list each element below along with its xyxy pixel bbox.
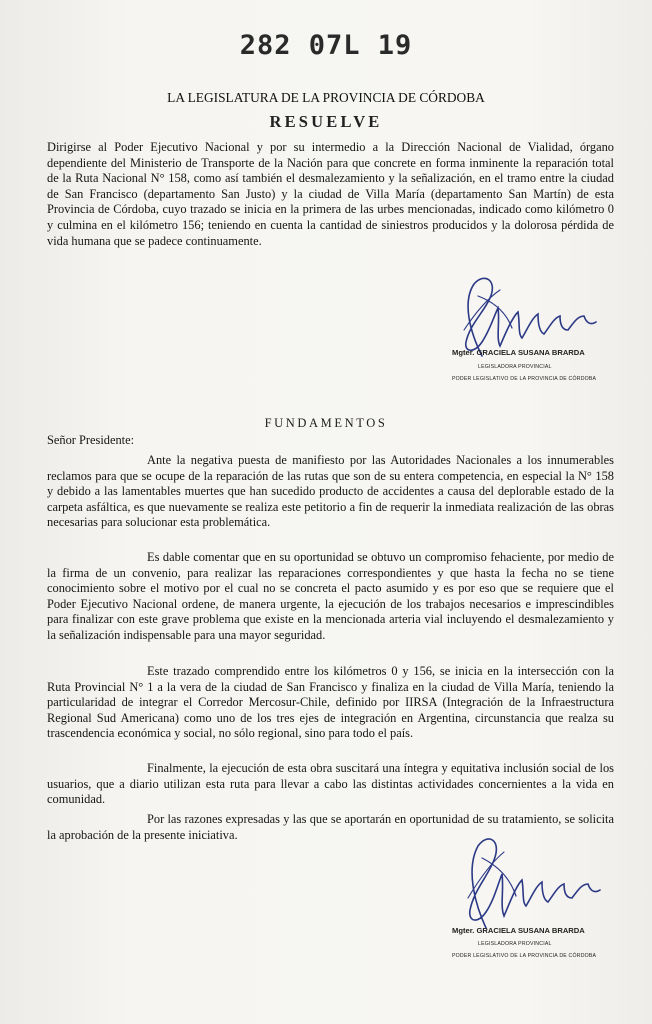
fundamentos-title: FUNDAMENTOS	[264, 416, 388, 430]
document-number: 282 07L 19	[239, 30, 413, 61]
signatory-role: LEGISLADORA PROVINCIAL	[478, 364, 552, 370]
fundamentos-paragraph-1: Ante la negativa puesta de manifiesto por las Autoridades Nacionales a los innumerables reclamos para que se ocupe de la reparación de las rutas que son de su entera competencia, en especial la N° 158 y debido a las lamentables muertes que han sucedido producto de accidentes a causa del deplorable estado de la carpeta asfáltica, es que nuevamente se realiza este petitorio a fin de requerir la inmediata realización de las obras necesarias para solucionar esta problemática.	[47, 453, 614, 530]
signatory-institution-2: PODER LEGISLATIVO DE LA PROVINCIA DE CÓRDOBA	[452, 953, 597, 959]
fundamentos-paragraph-5: Por las razones expresadas y las que se aportarán en oportunidad de su tratamiento, se solicita la aprobación de la presente iniciativa.	[47, 812, 614, 842]
fundamentos-paragraph-3: Este trazado comprendido entre los kilómetros 0 y 156, se inicia en la intersección con la Ruta Provincial N° 1 a la vera de la ciudad de San Francisco y finaliza en la ciudad de Villa María, teniendo la particularidad de integrar el Corredor Mercosur-Chile, definido por IIRSA (Integración de la Infraestructura Regional Sud Americana) como uno de los tres ejes de integración en Argentina, circunstancia que realza su trascendencia económica y social, no sólo regional, sino para todo el país.	[47, 664, 614, 741]
signatory-name-2: Mgter. GRACIELA SUSANA BRARDA	[452, 926, 585, 935]
signatory-role-2: LEGISLADORA PROVINCIAL	[478, 941, 552, 947]
signatory-name: Mgter. GRACIELA SUSANA BRARDA	[452, 348, 585, 357]
signature-block	[440, 272, 630, 392]
legislature-heading: LA LEGISLATURA DE LA PROVINCIA DE CÓRDOBA	[167, 90, 485, 105]
signatory-institution: PODER LEGISLATIVO DE LA PROVINCIA DE CÓRDOBA	[452, 376, 597, 382]
salutation: Señor Presidente:	[47, 433, 135, 447]
resuelve-paragraph: Dirigirse al Poder Ejecutivo Nacional y por su intermedio a la Dirección Nacional de Vialidad, órgano dependiente del Ministerio de Transporte de la Nación para que concrete en forma inminente la reparación total de la Ruta Nacional N° 158, como así también el desmalezamiento y la señalización, en el tramo entre la ciudad de San Francisco (departamento San Justo) y la ciudad de Villa María (departamento San Martín) de esta Provincia de Córdoba, cuyo trazado se inicia en la primera de las urbes mencionadas, indicado como kilómetro 0 y culmina en el kilómetro 156; teniendo en cuenta la cantidad de siniestros producidos y la dolorosa pérdida de vida humana que se padece continuamente.	[47, 140, 614, 248]
fundamentos-paragraph-2: Es dable comentar que en su oportunidad se obtuvo un compromiso fehaciente, por medio de la firma de un convenio, para realizar las reparaciones correspondientes y que hasta la fecha no se tiene conocimiento sobre el motivo por el cual no se concreta el pacto asumido y es por eso que se requiere que el Poder Ejecutivo Nacional ordene, de manera urgente, la ejecución de los trabajos necesarios e imprescindibles para finalizar con este grave problema que existe en la mencionada arteria vial incluyendo el desmalezamiento y la señalización indispensable para una mayor seguridad.	[47, 550, 614, 642]
resuelve-title: RESUELVE	[269, 112, 383, 131]
fundamentos-paragraph-4: Finalmente, la ejecución de esta obra suscitará una íntegra y equitativa inclusión social de los usuarios, que a diario utilizan esta ruta para llevar a cabo las distintas actividades concernientes a la vida en comunidad.	[47, 761, 614, 807]
signature-block-2	[440, 832, 630, 962]
handwritten-signature-2	[440, 832, 630, 932]
